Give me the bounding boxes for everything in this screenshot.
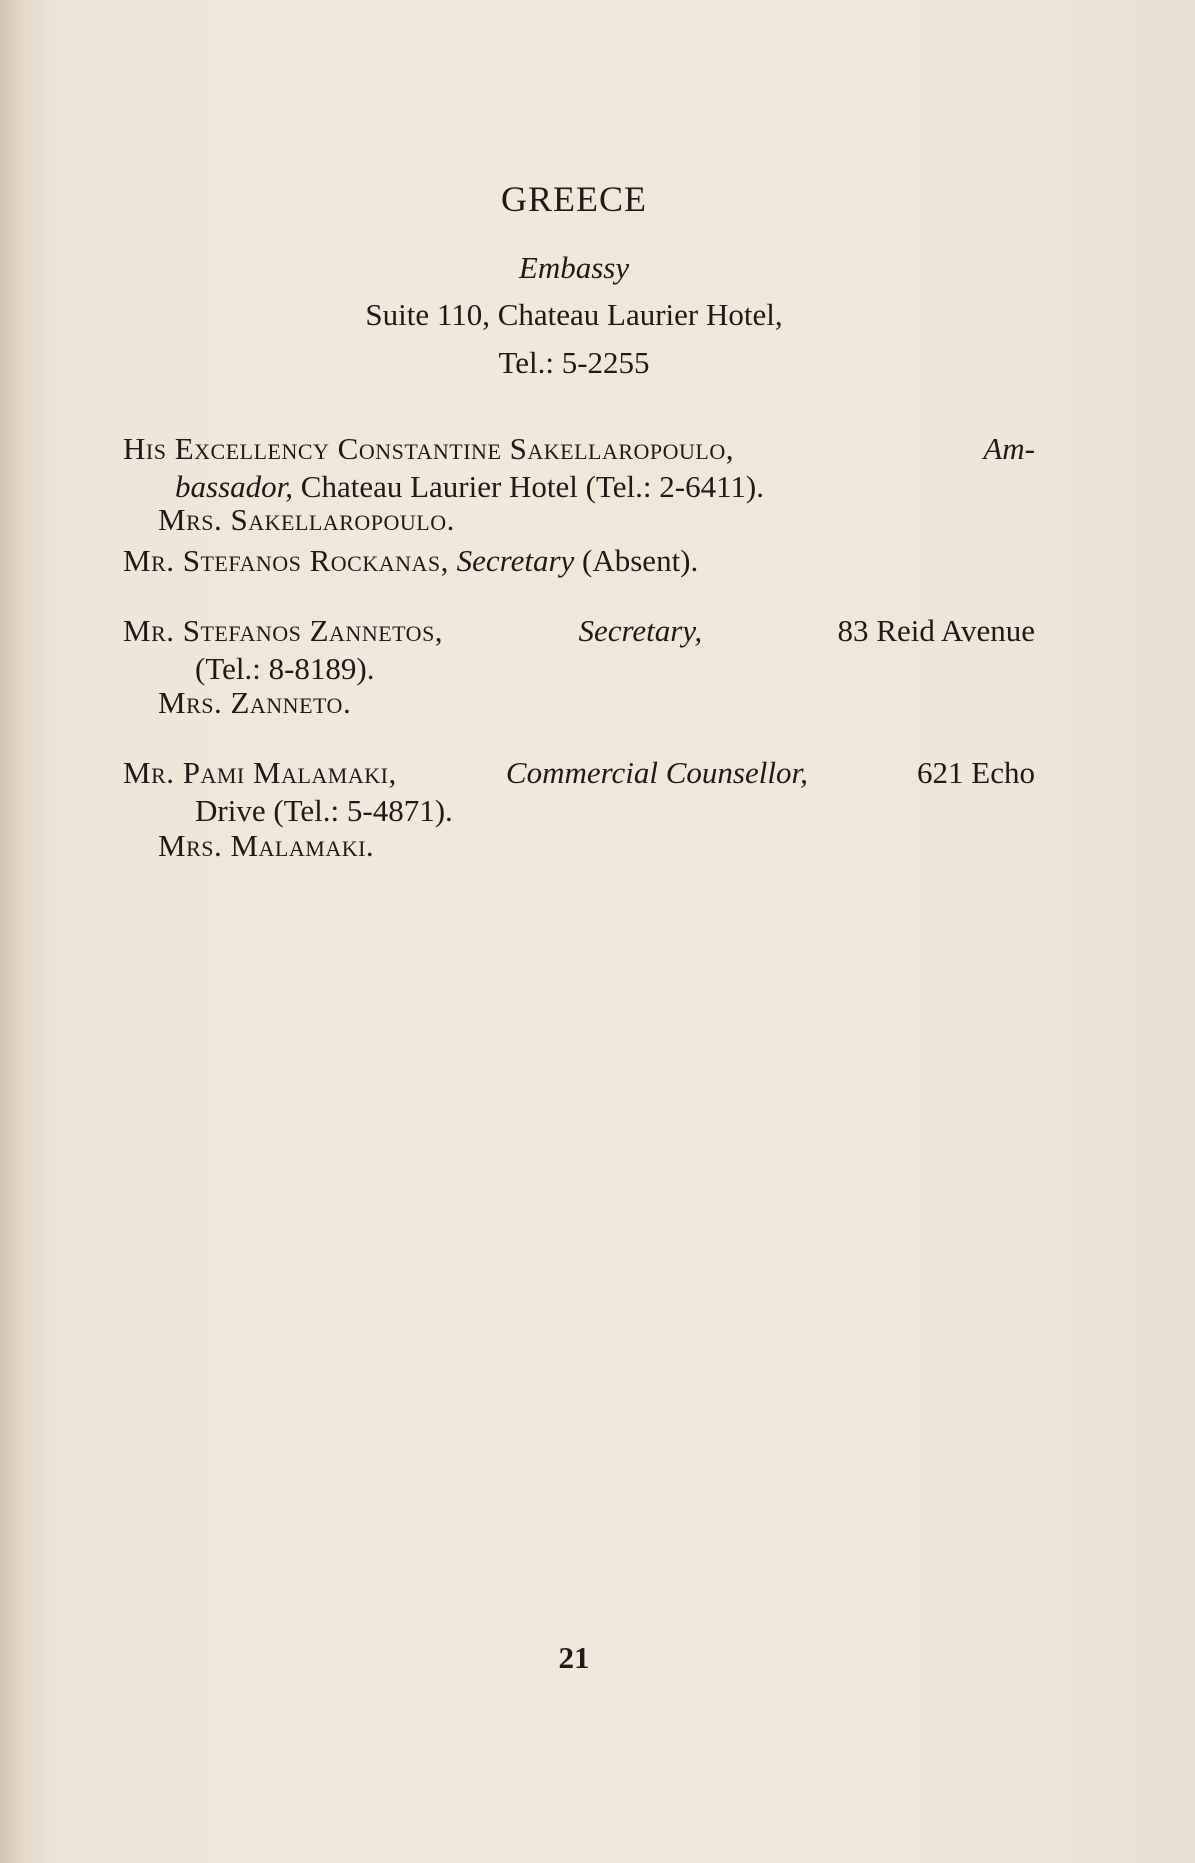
person-role: Am-: [983, 431, 1035, 466]
person-name: His Excellency Constantine Sakellaropoulo,: [123, 431, 734, 466]
person-details: (Absent).: [582, 543, 699, 578]
spouse-entry: Mrs. Zanneto.: [158, 685, 352, 720]
person-name: Mr. Stefanos Zannetos,: [123, 613, 444, 648]
person-role: Secretary: [456, 543, 575, 578]
spouse-entry: Mrs. Sakellaropoulo.: [158, 502, 455, 537]
country-title: GREECE: [501, 179, 647, 219]
spouse-entry: Mrs. Malamaki.: [158, 828, 375, 863]
page-number: 21: [558, 1640, 590, 1675]
embassy-address: Suite 110, Chateau Laurier Hotel,: [365, 297, 783, 332]
diplomat-entry-secretary-2: [123, 612, 1035, 688]
person-details: 83 Reid Avenue: [837, 613, 1035, 648]
person-role-continued: bassador,: [175, 469, 294, 504]
entry-line-1: [123, 430, 1035, 468]
person-role: Commercial Counsellor,: [505, 755, 808, 790]
office-label: Embassy: [518, 250, 630, 285]
person-details-continued: Drive (Tel.: 5-4871).: [195, 793, 453, 828]
person-name: Mr. Pami Malamaki,: [123, 755, 397, 790]
diplomat-entry-commercial-counsellor: [123, 754, 1035, 830]
person-details: Chateau Laurier Hotel (Tel.: 2-6411).: [300, 469, 764, 504]
person-role: Secretary,: [578, 613, 703, 648]
entry-line-2: [123, 468, 1035, 506]
diplomat-entry-secretary: [123, 542, 1035, 580]
entry-line-1: [123, 754, 1035, 792]
diplomat-entry-ambassador: [123, 430, 1035, 506]
person-details-continued: (Tel.: 8-8189).: [195, 651, 375, 686]
person-name: Mr. Stefanos Rockanas,: [123, 543, 449, 578]
entry-line-1: [123, 612, 1035, 650]
embassy-telephone: Tel.: 5-2255: [498, 345, 650, 380]
person-details: 621 Echo: [917, 755, 1035, 790]
